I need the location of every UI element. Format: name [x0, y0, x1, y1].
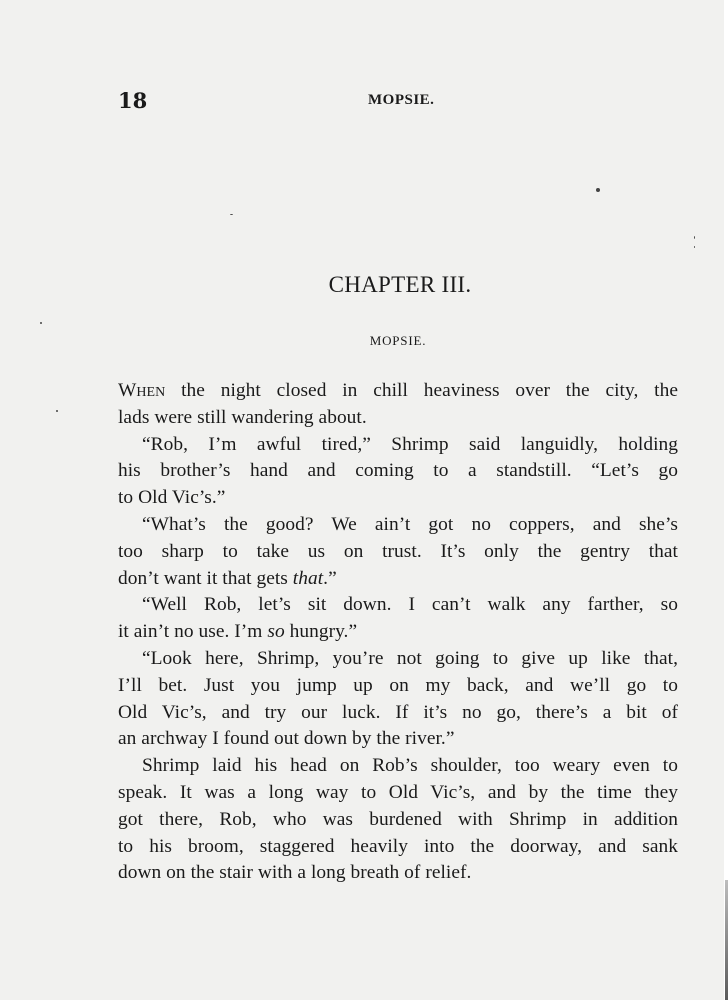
- line-text: .”: [323, 567, 337, 589]
- text-line: [118, 378, 678, 405]
- page-number: 18: [118, 88, 148, 113]
- text-line: [118, 753, 678, 780]
- text-line: [118, 807, 678, 834]
- opening-word: When: [118, 380, 166, 401]
- line-text: an archway I found out down by the river.”: [118, 728, 455, 750]
- text-line: [118, 780, 678, 807]
- italic-word: so: [267, 621, 285, 643]
- line-text: it ain’t no use. I’m: [118, 621, 268, 643]
- ink-speck: [694, 246, 695, 248]
- line-text: his brother’s hand and coming to a standstill. “Let’s go: [118, 460, 678, 482]
- text-line: [118, 860, 678, 887]
- text-line: [118, 539, 678, 566]
- running-title: MOPSIE.: [368, 92, 435, 108]
- text-line: [118, 726, 678, 753]
- text-line: [118, 834, 678, 861]
- body-text: [118, 378, 678, 887]
- text-line: [118, 405, 678, 432]
- ink-speck: [56, 410, 58, 412]
- italic-word: that: [292, 567, 324, 589]
- text-line: [118, 566, 678, 593]
- chapter-title: CHAPTER III.: [328, 272, 472, 297]
- ink-speck: [694, 236, 695, 239]
- line-text: I’ll bet. Just you jump up on my back, and we’ll go to: [118, 674, 678, 696]
- text-line: [118, 458, 678, 485]
- text-line: [118, 673, 678, 700]
- line-text: “Rob, I’m awful tired,” Shrimp said languidly, holding: [142, 433, 678, 455]
- line-text: speak. It was a long way to Old Vic’s, and by the time they: [118, 781, 678, 803]
- line-text: “What’s the good? We ain’t got no coppers, and she’s: [142, 513, 678, 535]
- chapter-subtitle: MOPSIE.: [369, 333, 427, 348]
- line-text: down on the stair with a long breath of relief.: [118, 862, 472, 884]
- text-line: [118, 592, 678, 619]
- line-text: don’t want it that gets: [118, 567, 293, 589]
- text-line: [118, 619, 678, 646]
- text-line: [118, 700, 678, 727]
- ink-speck: [40, 322, 42, 324]
- text-line: [118, 432, 678, 459]
- line-text: Shrimp laid his head on Rob’s shoulder, too weary even to: [142, 755, 678, 777]
- line-text: Old Vic’s, and try our luck. If it’s no go, there’s a bit of: [118, 701, 678, 723]
- running-head: [118, 88, 598, 112]
- line-text: “Look here, Shrimp, you’re not going to give up like that,: [142, 647, 678, 669]
- line-text: lads were still wandering about.: [118, 406, 367, 428]
- line-text: hungry.”: [284, 621, 358, 643]
- line-text: got there, Rob, who was burdened with Shrimp in addition: [118, 808, 678, 830]
- text-line: [118, 512, 678, 539]
- line-text: too sharp to take us on trust. It’s only the gentry that: [118, 540, 678, 562]
- page-edge: [724, 0, 728, 1000]
- ink-speck: [230, 214, 233, 215]
- ink-speck: [596, 188, 600, 192]
- line-text: “Well Rob, let’s sit down. I can’t walk any farther, so: [142, 594, 678, 616]
- line-text: to his broom, staggered heavily into the doorway, and sank: [118, 835, 678, 857]
- line-text: to Old Vic’s.”: [118, 487, 226, 509]
- text-line: [118, 485, 678, 512]
- line-text: the night closed in chill heaviness over the city, the: [165, 380, 678, 401]
- text-line: [118, 646, 678, 673]
